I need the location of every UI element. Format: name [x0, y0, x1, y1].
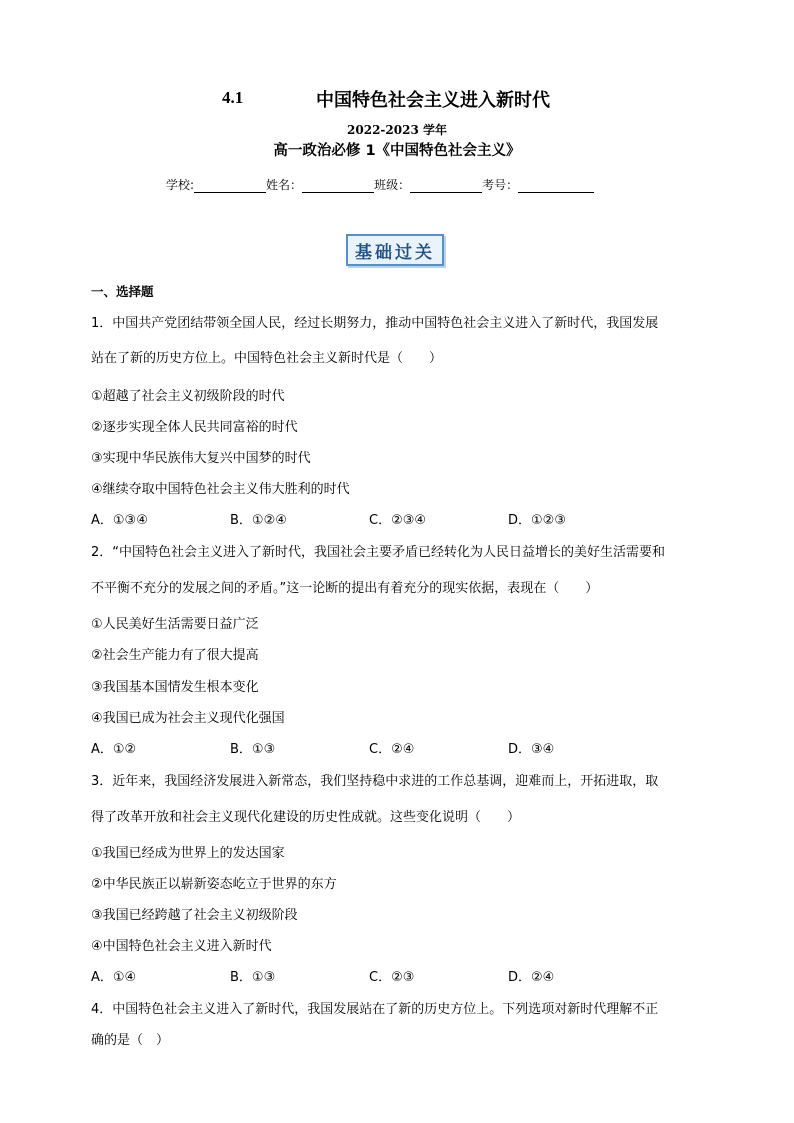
question-2-line-1: 2．“中国特色社会主义进入了新时代，我国社会主要矛盾已经转化为人民日益增长的美好生活需要和 [91, 545, 666, 560]
question-3-line-1: 3．近年来，我国经济发展进入新常态，我们坚持稳中求进的工作总基调，迎难而上，开拓进取，取 [91, 774, 659, 789]
question-4-line-1: 4．中国特色社会主义进入了新时代，我国发展站在了新的历史方位上。下列选项对新时代理解不正 [91, 1002, 659, 1017]
lesson-number: 4.1 [222, 88, 244, 107]
badge-label: 基础过关 [355, 242, 435, 263]
school-label: 学校: [166, 178, 195, 192]
choice-c[interactable]: C．②④ [369, 742, 415, 757]
choice-b[interactable]: B．①③ [230, 742, 276, 757]
choice-d[interactable]: D．③④ [508, 742, 555, 757]
question-1-option: ②逐步实现全体人民共同富裕的时代 [91, 420, 298, 435]
question-1-option: ④继续夺取中国特色社会主义伟大胜利的时代 [91, 482, 350, 497]
question-3-option: ②中华民族正以崭新姿态屹立于世界的东方 [91, 877, 337, 892]
section-heading: 一、选择题 [91, 284, 154, 299]
class-label: 班级： [374, 178, 411, 192]
question-1-option: ①超越了社会主义初级阶段的时代 [91, 389, 285, 404]
choice-a[interactable]: A．①③④ [91, 513, 148, 528]
course-subtitle: 高一政治必修 1《中国特色社会主义》 [273, 143, 521, 159]
choice-a[interactable]: A．①② [91, 742, 137, 757]
question-1-line-1: 1．中国共产党团结带领全国人民，经过长期努力，推动中国特色社会主义进入了新时代，我国发展 [91, 316, 659, 331]
name-field[interactable] [302, 178, 374, 193]
question-2-choices [91, 738, 647, 757]
page-title: 中国特色社会主义进入新时代 [316, 90, 550, 111]
exam-no-field[interactable] [518, 178, 594, 193]
question-2-line-2: 不平衡不充分的发展之间的矛盾。”这一论断的提出有着充分的现实依据，表现在（ ） [91, 581, 599, 596]
question-3-option: ①我国已经成为世界上的发达国家 [91, 846, 285, 861]
basic-level-badge [346, 234, 444, 266]
question-4-line-2: 确的是（ ） [91, 1033, 170, 1048]
question-1-option: ③实现中华民族伟大复兴中国梦的时代 [91, 451, 311, 466]
school-year: 2022-2023 学年 [347, 123, 447, 137]
choice-b[interactable]: B．①③ [230, 970, 276, 985]
question-1-choices [91, 509, 647, 528]
question-3-option: ④中国特色社会主义进入新时代 [91, 939, 272, 954]
question-3-choices [91, 966, 647, 985]
question-3-option: ③我国已经跨越了社会主义初级阶段 [91, 908, 298, 923]
name-label: 姓名： [266, 178, 303, 192]
choice-c[interactable]: C．②③④ [369, 513, 427, 528]
school-field[interactable] [194, 178, 266, 193]
question-2-option: ①人民美好生活需要日益广泛 [91, 617, 259, 632]
question-2-option: ②社会生产能力有了很大提高 [91, 648, 259, 663]
choice-b[interactable]: B．①②④ [230, 513, 287, 528]
question-3-line-2: 得了改革开放和社会主义现代化建设的历史性成就。这些变化说明（ ） [91, 810, 521, 825]
choice-d[interactable]: D．①②③ [508, 513, 566, 528]
question-2-option: ④我国已成为社会主义现代化强国 [91, 711, 285, 726]
question-2-option: ③我国基本国情发生根本变化 [91, 680, 259, 695]
class-field[interactable] [410, 178, 482, 193]
question-1-line-2: 站在了新的历史方位上。中国特色社会主义新时代是（ ） [91, 351, 443, 366]
choice-d[interactable]: D．②④ [508, 970, 555, 985]
student-info-row [166, 176, 594, 193]
choice-c[interactable]: C．②③ [369, 970, 415, 985]
choice-a[interactable]: A．①④ [91, 970, 137, 985]
exam-no-label: 考号： [482, 178, 519, 192]
